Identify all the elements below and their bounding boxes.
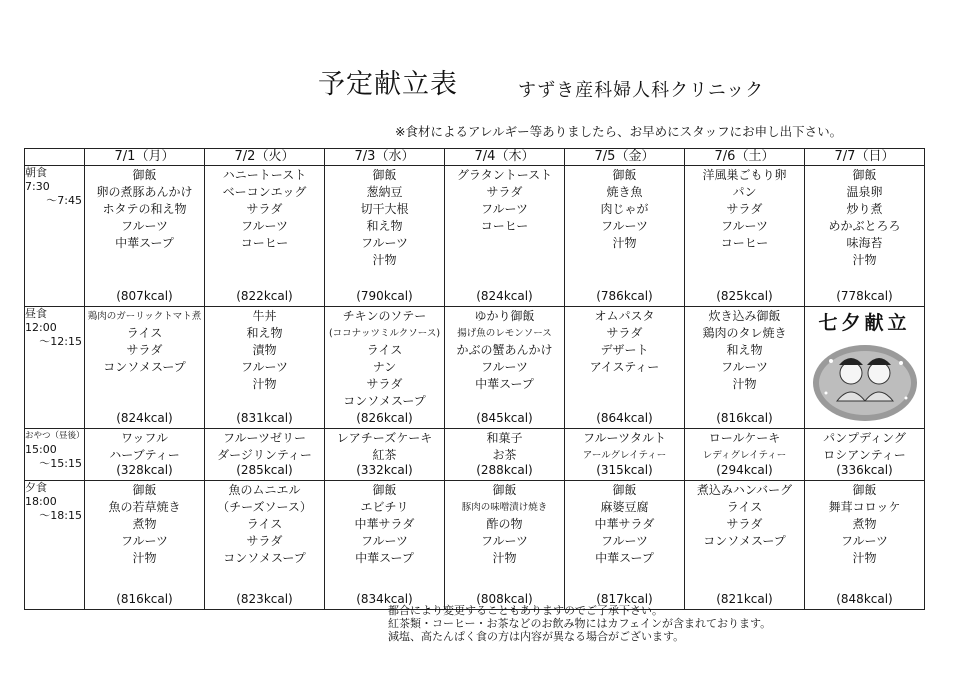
tanabata-title: 七夕献立 [818,312,911,334]
menu-item: エビチリ [360,500,409,514]
menu-item: サラダ [126,343,163,357]
kcal-label: (864kcal) [596,411,653,425]
meal-row [25,429,925,481]
menu-item: 汁物 [132,551,157,565]
kcal-label: (845kcal) [476,411,533,425]
menu-item: フルーツタルト [583,431,666,445]
day-header-row [25,149,925,166]
menu-item: 汁物 [252,377,277,391]
menu-item: 御飯 [852,483,877,497]
menu-item: 紅茶 [372,448,397,462]
menu-item: フルーツ [360,534,409,548]
kcal-label: (808kcal) [476,592,533,606]
kcal-label: (786kcal) [596,289,653,303]
menu-item: 魚の若草焼き [108,500,181,514]
kcal-label: (294kcal) [716,463,773,477]
menu-item: 炊き込み御飯 [708,309,781,323]
kcal-label: (288kcal) [476,463,533,477]
menu-item: コンソメスープ [343,394,426,408]
meal-time-end: ～7:45 [46,194,82,207]
menu-item: ライス [126,326,163,340]
menu-item: 和え物 [366,219,403,233]
menu-item: フルーツ [120,534,169,548]
menu-item: フルーツ [480,360,529,374]
menu-item: フルーツ [840,534,889,548]
meal-name: 夕食 [25,481,47,494]
menu-item: 汁物 [612,236,637,250]
menu-item: コンソメスープ [103,360,186,374]
menu-item: 牛丼 [252,309,277,323]
menu-cell [565,429,685,481]
menu-item: フルーツ [480,202,529,216]
menu-item: （チーズソース） [217,500,312,514]
menu-item: 酢の物 [486,517,523,531]
menu-item: 舞茸コロッケ [828,500,901,514]
menu-item: 御飯 [492,483,517,497]
meal-label [25,429,85,481]
menu-item: ライス [726,500,763,514]
kcal-label: (825kcal) [716,289,773,303]
meal-row [25,481,925,610]
day-header: 7/3（水） [325,149,445,166]
meal-row [25,307,925,429]
menu-item: サラダ [246,534,283,548]
menu-item: フルーツ [600,219,649,233]
menu-item: ハニートースト [222,168,307,182]
meal-name: 朝食 [25,166,47,179]
menu-item: 味海苔 [846,236,883,250]
menu-item: 魚のムニエル [228,483,301,497]
menu-item: 焼き魚 [606,185,643,199]
menu-cell [325,166,445,307]
menu-cell [565,307,685,429]
menu-item: 御飯 [132,483,157,497]
menu-cell [205,166,325,307]
menu-item: デザート [600,343,649,357]
kcal-label: (332kcal) [356,463,413,477]
menu-item: ホタテの和え物 [102,202,187,216]
menu-item: 御飯 [132,168,157,182]
meal-time-end: ～15:15 [39,457,82,470]
menu-item: 中華スープ [475,377,534,391]
menu-item: グラタントースト [456,168,553,182]
menu-item: ライス [246,517,283,531]
menu-cell [685,429,805,481]
menu-item: めかぶとろろ [828,219,901,233]
menu-item: 御飯 [852,168,877,182]
menu-item: 中華サラダ [594,517,655,531]
corner-cell [25,149,85,166]
menu-cell [205,481,325,610]
menu-cell [85,429,205,481]
menu-item: コンソメスープ [703,534,786,548]
menu-item: フルーツ [240,219,289,233]
menu-item: 鶏肉のタレ焼き [702,326,787,340]
menu-item: コンソメスープ [223,551,306,565]
menu-item: 漬物 [252,343,277,357]
menu-item: アールグレイティー [582,450,667,461]
menu-cell [445,166,565,307]
menu-item: フルーツ [720,219,769,233]
menu-item: サラダ [366,377,403,391]
kcal-label: (817kcal) [596,592,653,606]
kcal-label: (790kcal) [356,289,413,303]
day-header: 7/1（月） [85,149,205,166]
footer-note: 紅茶類・コーヒー・お茶などのお飲み物にはカフェインが含まれております。 [388,617,772,630]
kcal-label: (328kcal) [116,463,173,477]
menu-item: サラダ [726,517,763,531]
menu-item: 卵の煮豚あんかけ [96,185,193,199]
menu-cell [805,481,925,610]
menu-item: 豚肉の味噌漬け焼き [461,502,548,513]
menu-cell [685,481,805,610]
allergy-note: ※食材によるアレルギー等ありましたら、お早めにスタッフにお申し出下さい。 [395,124,843,139]
menu-cell [565,166,685,307]
menu-item: 炒り煮 [846,202,883,216]
meal-name: 昼食 [25,307,47,320]
page-title: 予定献立表 [318,69,458,100]
kcal-label: (823kcal) [236,592,293,606]
menu-table [24,148,925,610]
menu-item: レディグレイティー [702,450,787,461]
menu-item: 汁物 [492,551,517,565]
meal-label [25,166,85,307]
menu-item: コーヒー [720,236,769,250]
menu-item: コーヒー [240,236,289,250]
menu-cell [805,307,925,429]
menu-cell [685,307,805,429]
menu-item: ライス [366,343,403,357]
menu-cell [445,429,565,481]
menu-item: レアチーズケーキ [336,431,433,445]
menu-item: ナン [372,360,397,374]
menu-cell [325,307,445,429]
menu-cell [325,481,445,610]
menu-item: コーヒー [480,219,529,233]
menu-item: パン [732,185,757,199]
day-header: 7/7（日） [805,149,925,166]
menu-item: 肉じゃが [600,202,649,216]
menu-item: オムパスタ [594,309,655,323]
kcal-label: (336kcal) [836,463,893,477]
menu-item: 和菓子 [486,431,523,445]
menu-item: 温泉卵 [846,185,883,199]
menu-item: 御飯 [372,168,397,182]
menu-item: 麻婆豆腐 [600,500,649,514]
day-header: 7/6（土） [685,149,805,166]
menu-item: サラダ [726,202,763,216]
menu-cell [805,429,925,481]
menu-item: サラダ [486,185,523,199]
menu-cell [685,166,805,307]
menu-item: サラダ [246,202,283,216]
meal-label [25,481,85,610]
menu-item: フルーツ [720,360,769,374]
menu-item: 汁物 [372,253,397,267]
day-header: 7/2（火） [205,149,325,166]
day-header: 7/5（金） [565,149,685,166]
footer-note: 減塩、高たんぱく食の方は内容が異なる場合がございます。 [388,630,685,643]
kcal-label: (848kcal) [836,592,893,606]
meal-label [25,307,85,429]
menu-item: 中華スープ [115,236,174,250]
meal-time-start: 18:00 [25,495,57,508]
menu-item: フルーツ [360,236,409,250]
menu-item: 和え物 [726,343,763,357]
menu-item: ベーコンエッグ [222,185,307,199]
menu-item: ゆかり御飯 [474,309,535,323]
kcal-label: (824kcal) [116,411,173,425]
menu-item: アイスティー [589,360,660,374]
menu-item: 鶏肉のガーリックトマト煮 [87,311,202,322]
kcal-label: (822kcal) [236,289,293,303]
menu-item: フルーツ [600,534,649,548]
kcal-label: (816kcal) [716,411,773,425]
menu-item: 中華スープ [355,551,414,565]
menu-item: 煮込みハンバーグ [696,483,793,497]
menu-item: ロシアンティー [823,448,906,462]
menu-cell [205,429,325,481]
menu-item: フルーツゼリー [222,431,307,445]
kcal-label: (285kcal) [236,463,293,477]
meal-time-start: 12:00 [25,321,57,334]
menu-cell [85,307,205,429]
menu-item: フルーツ [480,534,529,548]
menu-item: (ココナッツミルクソース) [328,328,441,339]
meal-name: おやつ（昼後） [25,431,85,441]
menu-item: 煮物 [132,517,157,531]
menu-cell [445,481,565,610]
menu-item: 汁物 [732,377,757,391]
meal-row [25,166,925,307]
menu-item: ロールケーキ [708,431,781,445]
menu-item: ダージリンティー [217,448,312,462]
menu-item: パンプディング [823,431,906,445]
menu-cell [445,307,565,429]
menu-item: 葱納豆 [366,185,403,199]
menu-item: ハーブティー [109,448,180,462]
menu-item: かぶの蟹あんかけ [456,343,553,357]
menu-item: チキンのソテー [342,309,427,323]
kcal-label: (834kcal) [356,592,413,606]
menu-cell [205,307,325,429]
menu-item: フルーツ [120,219,169,233]
kcal-label: (821kcal) [716,592,773,606]
menu-item: 揚げ魚のレモンソース [457,328,552,339]
menu-item: お茶 [492,448,517,462]
day-header: 7/4（木） [445,149,565,166]
meal-time-start: 15:00 [25,443,57,456]
menu-cell [565,481,685,610]
meal-time-end: ～12:15 [39,335,82,348]
menu-item: 和え物 [246,326,283,340]
menu-cell [85,481,205,610]
kcal-label: (315kcal) [596,463,653,477]
clinic-name: すずき産科婦人科クリニック [518,80,765,101]
menu-item: サラダ [606,326,643,340]
menu-item: フルーツ [240,360,289,374]
menu-item: 洋風巣ごもり卵 [702,168,787,182]
kcal-label: (807kcal) [116,289,173,303]
kcal-label: (831kcal) [236,411,293,425]
menu-cell [325,429,445,481]
menu-item: 御飯 [372,483,397,497]
kcal-label: (816kcal) [116,592,173,606]
menu-item: 切干大根 [360,202,409,216]
tanabata-illustration [811,343,919,423]
menu-item: 汁物 [852,551,877,565]
kcal-label: (826kcal) [356,411,413,425]
kcal-label: (824kcal) [476,289,533,303]
footer-note: 都合により変更することもありますのでご了承下さい。 [388,604,663,617]
menu-item: 御飯 [612,168,637,182]
meal-time-end: ～18:15 [39,509,82,522]
footer-notes [388,604,771,643]
menu-item: 中華サラダ [354,517,415,531]
meal-time-start: 7:30 [25,180,50,193]
menu-item: 中華スープ [595,551,654,565]
menu-item: 煮物 [852,517,877,531]
menu-item: 汁物 [852,253,877,267]
kcal-label: (778kcal) [836,289,893,303]
menu-cell [805,166,925,307]
menu-cell [85,166,205,307]
menu-item: ワッフル [121,431,168,445]
menu-item: 御飯 [612,483,637,497]
